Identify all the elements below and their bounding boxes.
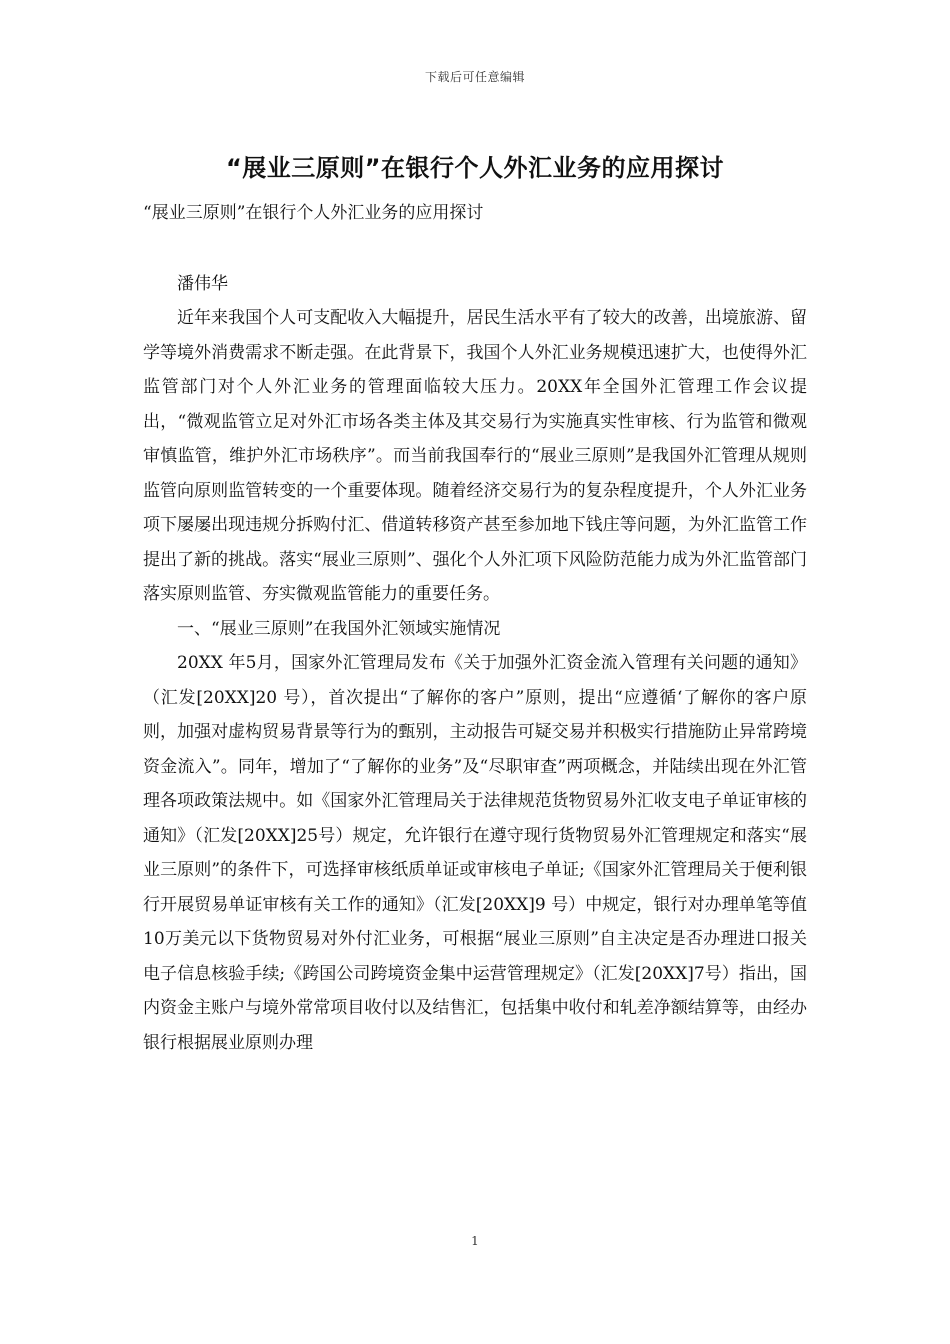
document-body	[143, 196, 807, 1060]
header-note: 下载后可任意编辑	[424, 70, 525, 84]
document-subtitle: “展业三原则”在银行个人外汇业务的应用探讨	[143, 203, 484, 223]
page-number: 1	[471, 1234, 479, 1248]
paragraph-section-one: 20XX 年5月，国家外汇管理局发布《关于加强外汇资金流入管理有关问题的通知》（汇发[20XX]20 号），首次提出“了解你的客户”原则，提出“应遵循‘了解你的客户原则，加强对虚构贸易背景等行为的甄别，主动报告可疑交易并积极实行措施防止异常跨境资金流入”。同年，增加了“了解你的业务”及“尽职审查”两项概念，并陆续出现在外汇管理各项政策法规中。如《国家外汇管理局关于法律规范货物贸易外汇收支电子单证审核的通知》（汇发[20XX]25号）规定，允许银行在遵守现行货物贸易外汇管理规定和落实“展业三原则”的条件下，可选择审核纸质单证或审核电子单证;《国家外汇管理局关于便利银行开展贸易单证审核有关工作的通知》（汇发[20XX]9 号）中规定，银行对办理单笔等值10万美元以下货物贸易对外付汇业务，可根据“展业三原则”自主决定是否办理进口报关电子信息核验手续;《跨国公司跨境资金集中运营管理规定》（汇发[20XX]7号）指出，国内资金主账户与境外常常项目收付以及结售汇，包括集中收付和轧差净额结算等，由经办银行根据展业原则办理	[143, 653, 807, 1053]
page-title: “展业三原则”在银行个人外汇业务的应用探讨	[225, 154, 725, 182]
paragraph-intro: 近年来我国个人可支配收入大幅提升，居民生活水平有了较大的改善，出境旅游、留学等境外消费需求不断走强。在此背景下，我国个人外汇业务规模迅速扩大，也使得外汇监管部门对个人外汇业务的管理面临较大压力。20XX年全国外汇管理工作会议提出，“微观监管立足对外汇市场各类主体及其交易行为实施真实性审核、行为监管和微观审慎监管，维护外汇市场秩序”。而当前我国奉行的“展业三原则”是我国外汇管理从规则监管向原则监管转变的一个重要体现。随着经济交易行为的复杂程度提升，个人外汇业务项下屡屡出现违规分拆购付汇、借道转移资产甚至参加地下钱庄等问题，为外汇监管工作提出了新的挑战。落实“展业三原则”、强化个人外汇项下风险防范能力成为外汇监管部门落实原则监管、夯实微观监管能力的重要任务。	[143, 308, 807, 604]
section-heading: 一、“展业三原则”在我国外汇领域实施情况	[177, 618, 501, 639]
author-name: 潘伟华	[177, 273, 228, 294]
